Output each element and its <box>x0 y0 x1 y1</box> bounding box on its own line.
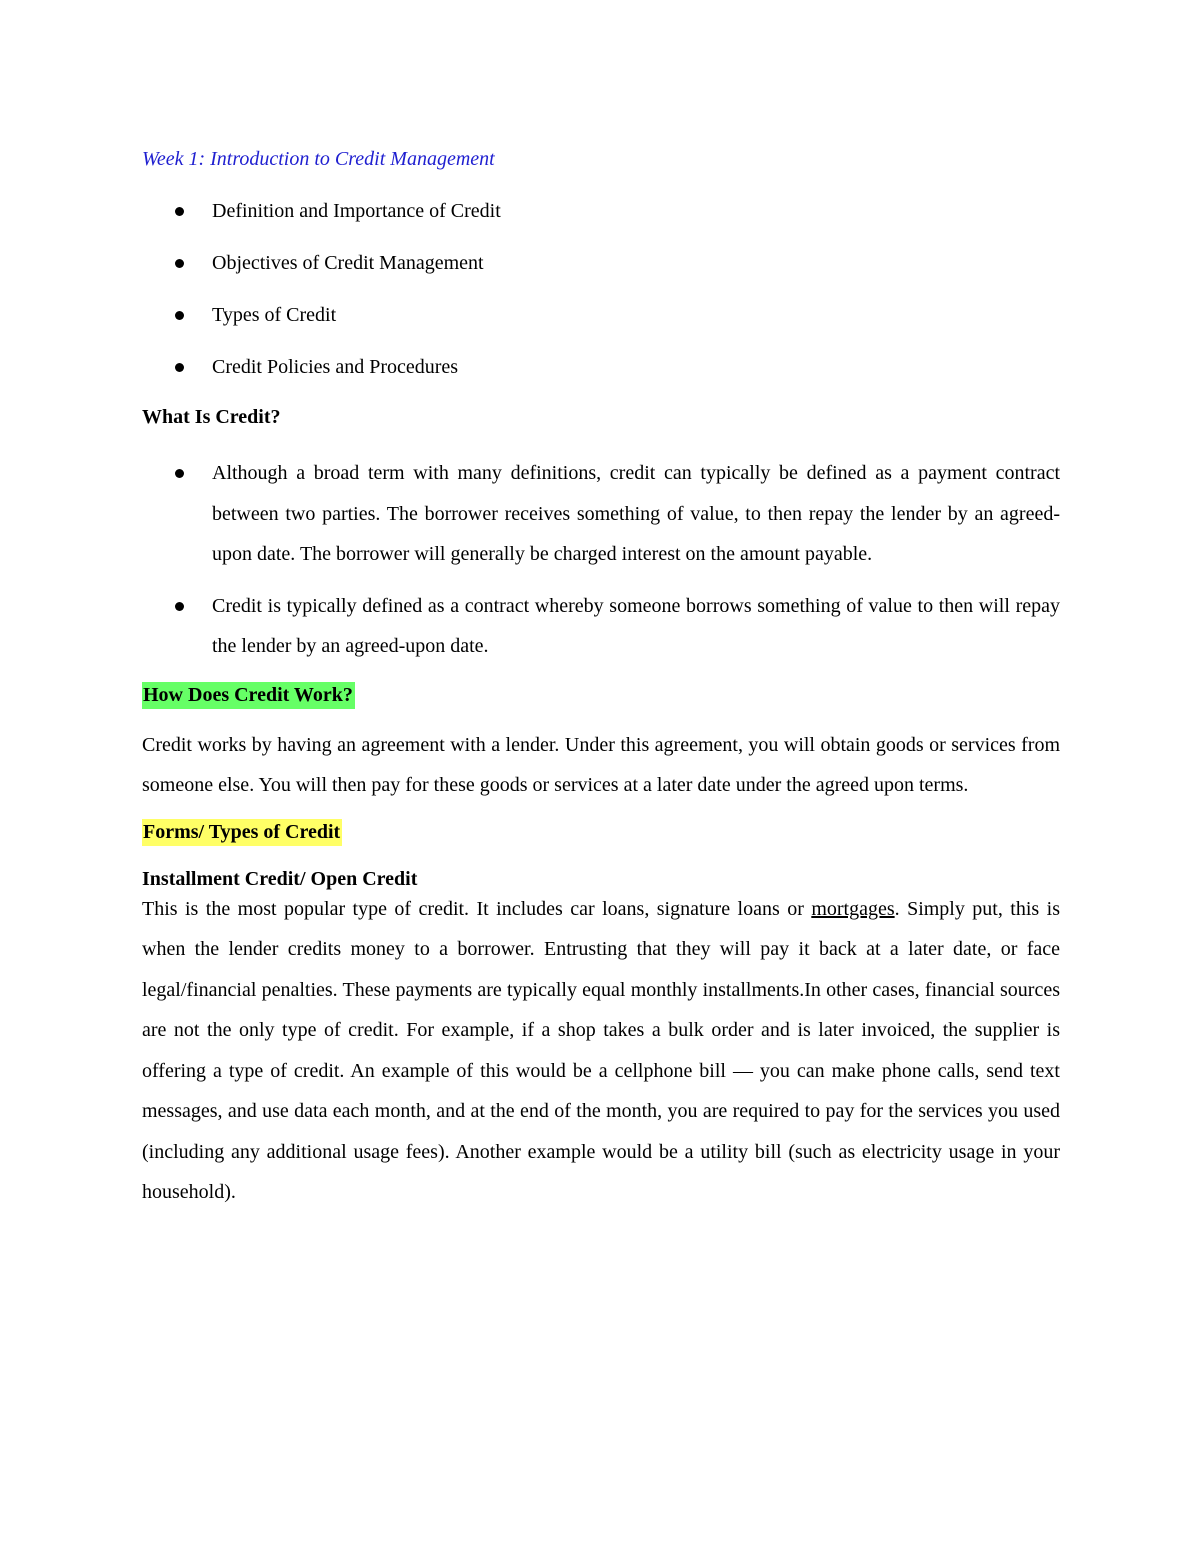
paragraph-text: . Simply put, this is when the lender credits money to a borrower. Entrusting that they will pay it back at a later date, or face legal/financial penalties. These payments are typically equal monthly installments.In other cases, financial sources are not the only type of credit. For example, if a shop takes a bulk order and is later invoiced, the supplier is offering a type of credit. An example of this would be a cellphone bill — you can make phone calls, send text messages, and use data each month, and at the end of the month, you are required to pay for the services you used (including any additional usage fees). Another example would be a utility bill (such as electricity usage in your household). <box>142 897 1060 1203</box>
credit-definition-list <box>142 453 1060 667</box>
what-is-credit-heading: What Is Credit? <box>142 406 281 428</box>
bullet-icon <box>175 207 184 216</box>
list-item <box>142 453 1060 575</box>
definition-text: Credit is typically defined as a contract whereby someone borrows something of value to then will repay the lender by an agreed-upon date. <box>212 594 1060 657</box>
highlighted-heading-text: How Does Credit Work? <box>142 682 355 709</box>
paragraph-text: This is the most popular type of credit. It includes car loans, signature loans or <box>142 897 812 920</box>
list-item <box>142 250 1060 276</box>
topic-text: Credit Policies and Procedures <box>212 356 459 378</box>
list-item <box>142 302 1060 328</box>
list-item <box>142 354 1060 380</box>
week-title: Week 1: Introduction to Credit Management <box>142 148 495 170</box>
forms-types-heading <box>142 819 1060 845</box>
list-item <box>142 198 1060 224</box>
bullet-icon <box>175 311 184 320</box>
document-content <box>142 146 1060 1213</box>
topic-text: Definition and Importance of Credit <box>212 200 501 222</box>
bullet-icon <box>175 363 184 372</box>
definition-text: Although a broad term with many definitions, credit can typically be defined as a payment contract between two parties. The borrower receives something of value, to then repay the lender by an agreed-upon date. The borrower will generally be charged interest on the amount payable. <box>212 462 1060 565</box>
highlighted-heading-text: Forms/ Types of Credit <box>142 819 342 846</box>
topic-text: Types of Credit <box>212 304 337 326</box>
bullet-icon <box>175 602 184 611</box>
installment-credit-paragraph <box>142 889 1060 1213</box>
how-credit-works-paragraph: Credit works by having an agreement with a lender. Under this agreement, you will obtain goods or services from someone else. You will then pay for these goods or services at a later date under the agreed upon terms. <box>142 733 1060 796</box>
topic-text: Objectives of Credit Management <box>212 252 484 274</box>
how-does-credit-work-heading <box>142 682 1060 708</box>
mortgages-link[interactable]: mortgages <box>811 897 895 920</box>
installment-credit-heading: Installment Credit/ Open Credit <box>142 867 418 890</box>
list-item <box>142 586 1060 667</box>
bullet-icon <box>175 469 184 478</box>
bullet-icon <box>175 259 184 268</box>
topic-list <box>142 198 1060 380</box>
